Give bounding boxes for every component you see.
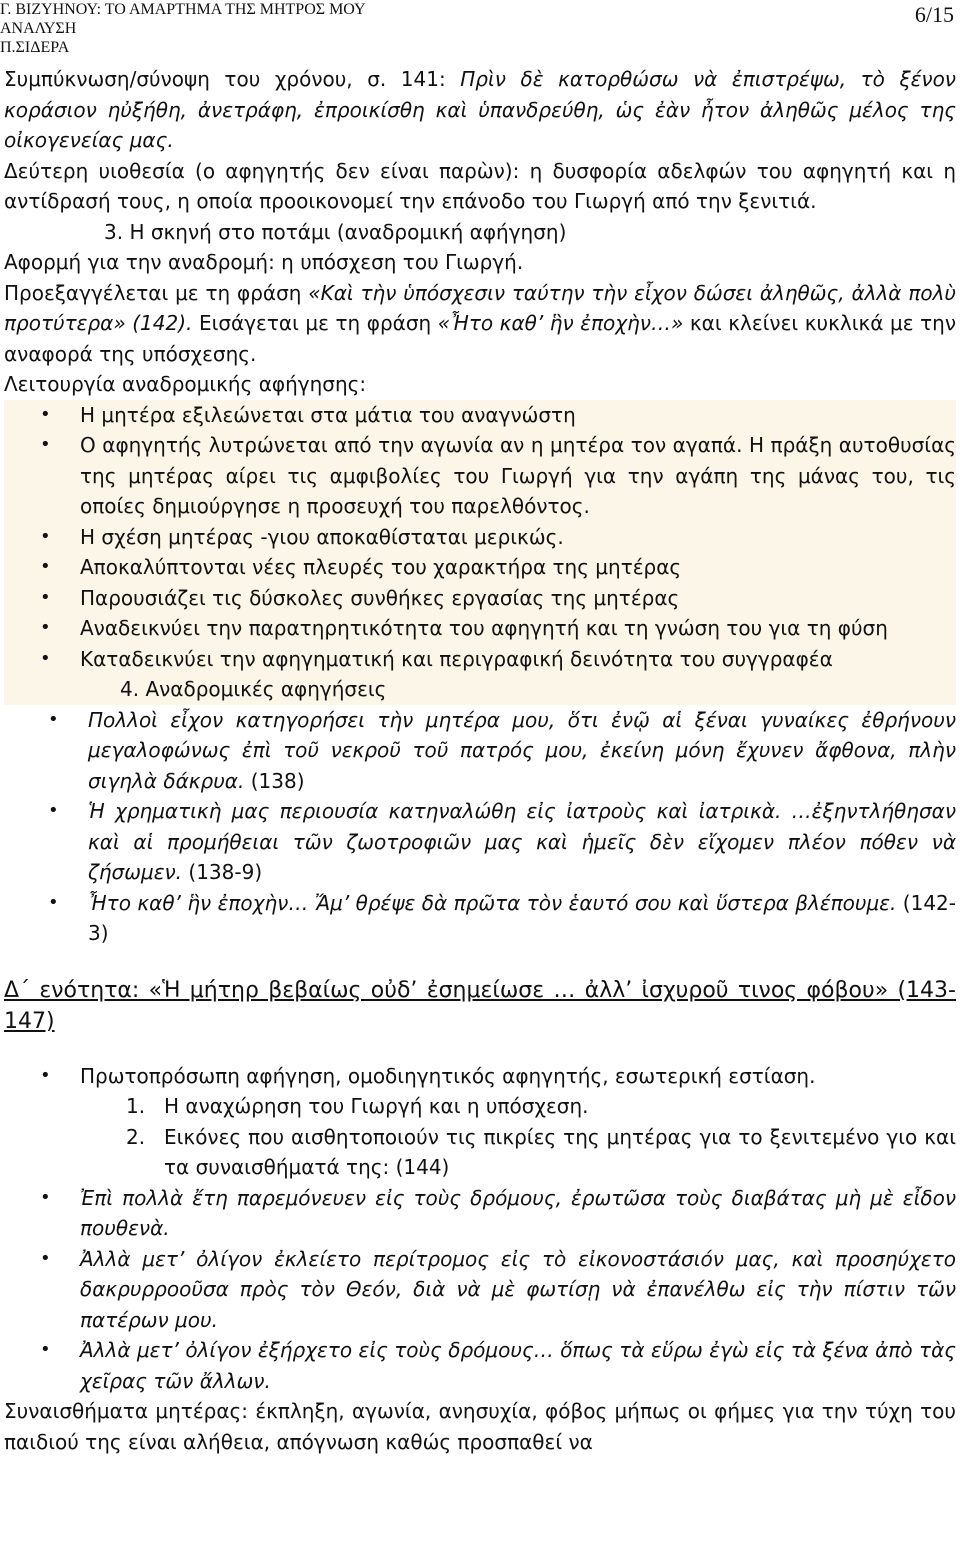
section-d-title: Δ΄ ενότητα: «Ἡ μήτηρ βεβαίως οὐδ’ ἐσημείωσε … ἀλλ’ ἰσχυροῦ τινος φόβου» (143-147): [4, 977, 956, 1034]
page-ref: (138): [244, 768, 305, 793]
flashback-function-list: [4, 400, 956, 675]
list-item: • Αποκαλύπτονται νέες πλευρές του χαρακτήρα της μητέρας: [4, 552, 956, 583]
item-text: Εικόνες που αισθητοποιούν τις πικρίες της μητέρας για το ξενιτεμένο γιο και τα συναισθήματά της: (144): [164, 1124, 956, 1179]
section-3-heading: 3. Η σκηνή στο ποτάμι (αναδρομική αφήγηση): [104, 219, 567, 244]
header-title: Γ. ΒΙΖΥΗΝΟΥ: ΤΟ ΑΜΑΡΤΗΜΑ ΤΗΣ ΜΗΤΡΟΣ ΜΟΥ: [0, 1, 366, 18]
item-number: 2.: [126, 1124, 146, 1149]
list-item: • Καταδεικνύει την αφηγηματική και περιγραφική δεινότητα του συγγραφέα: [4, 644, 956, 675]
list-item: • Πρωτοπρόσωπη αφήγηση, ομοδιηγητικός αφηγητής, εσωτερική εστίαση.: [4, 1061, 956, 1092]
list-item: • Ἐπὶ πολλὰ ἔτη παρεμόνευεν εἰς τοὺς δρόμους, ἐρωτῶσα τοὺς διαβάτας μὴ μὲ εἶδον πουθενὰ.: [4, 1183, 956, 1244]
second-adoption-paragraph: Δεύτερη υιοθεσία (ο αφηγητής δεν είναι παρὼν): η δυσφορία αδελφών του αφηγητή και η αντίδρασή τους, η οποία προοικονομεί την επάνοδο του Γιωργή από την ξενιτιά.: [4, 158, 956, 213]
list-item: • Η σχέση μητέρας -γιου αποκαθίσταται μερικώς.: [4, 522, 956, 553]
flashback-function-heading: Λειτουργία αναδρομικής αφήγησης:: [4, 372, 367, 396]
narration-list: [4, 1061, 956, 1092]
list-item: [4, 1091, 956, 1122]
page-header: [0, 0, 960, 58]
quote-text: Πολλοὶ εἶχον κατηγορήσει τὴν μητέρα μου, ὅτι ἐνῷ αἱ ξέναι γυναίκες ἐθρήνουν μεγαλοφώνως ἐπὶ τοῦ νεκροῦ τοῦ πατρός μου, ἐκείνη μόνη ἔχυνεν ἄφθονα, πλὴν σιγηλὰ δάκρυα.: [88, 707, 956, 793]
retro-quote-list: [4, 705, 956, 949]
list-item: [4, 888, 956, 949]
list-item: • Αναδεικνύει την παρατηρητικότητα του αφηγητή και τη γνώση του για τη φύση: [4, 613, 956, 644]
item-text: Η αναχώρηση του Γιωργή και η υπόσχεση.: [164, 1094, 589, 1118]
list-item: [4, 796, 956, 888]
quote-text: Ἡ χρηματικὴ μας περιουσία κατηναλώθη εἰς ἰατροὺς καὶ ἰατρικὰ. …ἐξηντλήθησαν καὶ αἱ προμήθειαι τῶν ζωοτροφιῶν μας καὶ ἡμεῖς δὲν εἴχομεν πλέον πόθεν νὰ ζήσωμεν.: [88, 799, 956, 884]
page-ref: (138-9): [182, 860, 263, 884]
list-item: • Ἀλλὰ μετ’ ὀλίγον ἐκλείετο περίτρομος εἰς τὸ εἰκονοστάσιόν μας, καὶ προσηύχετο δακρυρροοῦσα πρὸς τὸν Θεόν, διὰ νὰ μὲ φωτίσῃ νὰ ἐπανέλθω εἰς τὴν πίστιν τῶν πατέρων μου.: [4, 1244, 956, 1336]
quote-text: Πρὶν δὲ κατορθώσω νὰ ἐπιστρέψω, τὸ ξένον κοράσιον ηὐξήθη, ἀνετράφη, ἐπροικίσθη καὶ ὑπανδρεύθη, ὡς ἐὰν ἦτον ἀληθῶς μέλος της οἰκογενείας μας.: [4, 67, 956, 152]
numbered-list: [4, 1091, 956, 1183]
page-ref: (142-3): [88, 890, 956, 945]
paragraph-text: Προεξαγγέλεται με τη φράση: [4, 280, 309, 305]
header-author: Π.ΣΙΔΕΡΑ: [0, 39, 70, 56]
header-info: [0, 0, 366, 57]
paragraph-text: Εισάγεται με τη φράση: [192, 311, 438, 335]
mother-quote-list: [4, 1183, 956, 1397]
quote-text: Ἦτο καθ’ ἣν ἐποχὴν… Ἄμ’ θρέψε δὰ πρῶτα τὸν ἑαυτό σου καὶ ὕστερα βλέπουμε.: [88, 890, 897, 915]
paragraph-text: Συμπύκνωση/σύνοψη του χρόνου, σ. 141:: [4, 67, 461, 91]
list-item: [4, 705, 956, 797]
quote-text: «Καὶ τὴν ὑπόσχεσιν ταύτην τὴν εἶχον δώσει ἀληθῶς, ἀλλὰ πολὺ προτύτερα» (142).: [4, 280, 957, 335]
list-item: • Ο αφηγητής λυτρώνεται από την αγωνία αν η μητέρα τον αγαπά. Η πράξη αυτοθυσίας της μητέρας αίρει τις αμφιβολίες του Γιωργή για την αγάπη της μάνας του, τις οποίες δημιούργησε η προσευχή του παρελθόντος.: [4, 430, 956, 522]
header-subtitle: ΑΝΑΛΥΣΗ: [0, 20, 77, 37]
page-number: 6/15: [914, 2, 954, 27]
list-item: • Παρουσιάζει τις δύσκολες συνθήκες εργασίας της μητέρας: [4, 583, 956, 614]
emotions-paragraph: Συναισθήματα μητέρας: έκπληξη, αγωνία, ανησυχία, φόβος μήπως οι φήμες για την τύχη του παιδιού της είναι αλήθεια, απόγνωση καθώς προσπαθεί να: [4, 1399, 956, 1454]
item-number: 1.: [126, 1094, 146, 1118]
flashback-trigger-paragraph: Αφορμή για την αναδρομή: η υπόσχεση του Γιωργή.: [4, 250, 524, 274]
list-item: • Η μητέρα εξιλεώνεται στα μάτια του αναγνώστη: [4, 400, 956, 431]
quote-text: «Ἦτο καθ’ ἣν ἐποχὴν…»: [437, 311, 684, 335]
time-compression-paragraph: [4, 64, 956, 156]
list-item: • Ἀλλὰ μετ’ ὀλίγον ἐξήρχετο εἰς τοὺς δρόμους… ὅπως τὰ εὕρω ἐγὼ εἰς τὰ ξένα ἀπὸ τὰς χεῖρας τῶν ἄλλων.: [4, 1335, 956, 1396]
foreshadow-paragraph: [4, 278, 956, 370]
document-body: [4, 64, 956, 1457]
paragraph-text: και κλείνει κυκλικά με την αναφορά της υπόσχεσης.: [4, 311, 956, 366]
section-4-heading: 4. Αναδρομικές αφηγήσεις: [4, 674, 956, 705]
list-item: [4, 1122, 956, 1183]
